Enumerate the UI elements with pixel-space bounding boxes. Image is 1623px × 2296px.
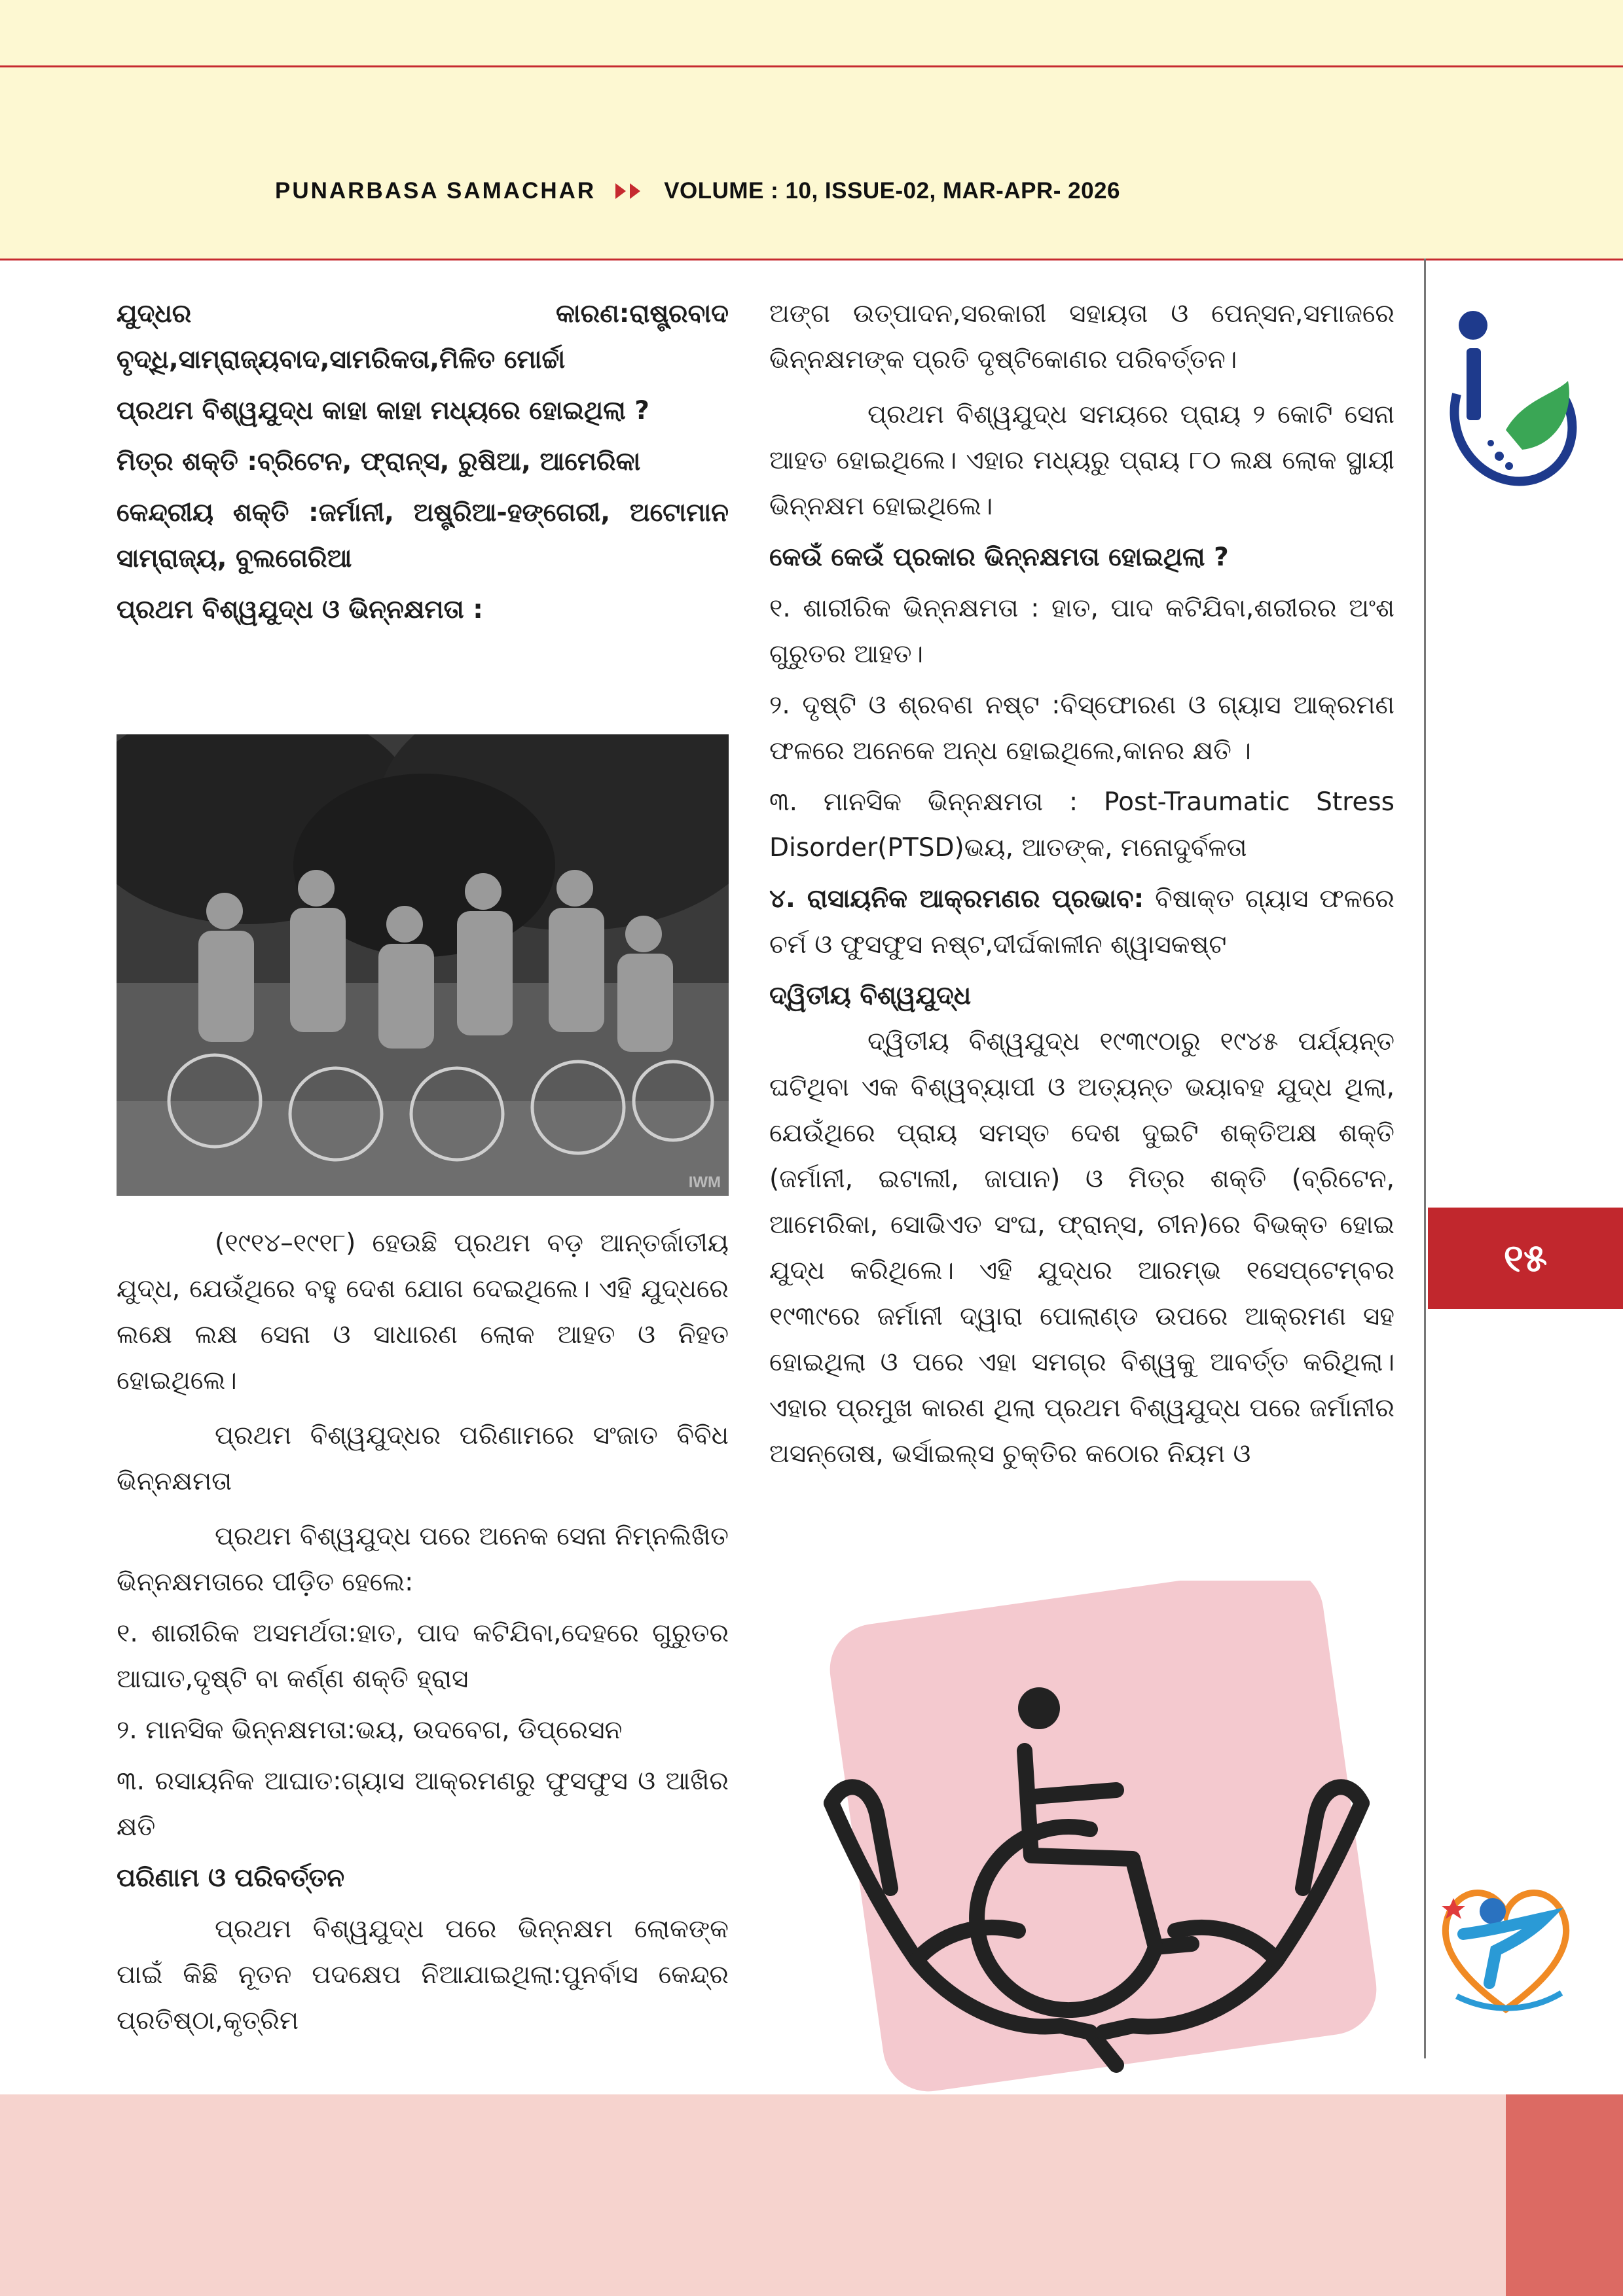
soldiers-suffered-paragraph: ପ୍ରଥମ ବିଶ୍ୱଯୁଦ୍ଧ ପରେ ଅନେକ ସେନା ନିମ୍ନଲିଖିତ ଭିନ୍ନକ୍ଷମତାରେ ପୀଡ଼ିତ ହେଲେ: [117,1522,729,1597]
ww2-paragraph: ଦ୍ୱିତୀୟ ବିଶ୍ୱଯୁଦ୍ଧ ୧୯୩୯ଠାରୁ ୧୯୪୫ ପର୍ଯ୍ୟନ୍ତ ଘଟିଥିବା ଏକ ବିଶ୍ୱବ୍ୟାପୀ ଓ ଅତ୍ୟନ୍ତ ଭୟାବହ ଯୁଦ୍ଧ ଥିଲା, ଯେଉଁଥିରେ ପ୍ରାୟ ସମସ୍ତ ଦେଶ ଦୁଇଟି ଶକ୍ତିଅକ୍ଷ ଶକ୍ତି (ଜର୍ମାନୀ, ଇଟାଲୀ, ଜାପାନ) ଓ ମିତ୍ର ଶକ୍ତି (ବ୍ରିଟେନ, ଆମେରିକା, ସୋଭିଏତ ସଂଘ, ଫ୍ରାନ୍ସ, ଚୀନ)ରେ ବିଭକ୍ତ ହୋଇ ଯୁଦ୍ଧ କରିଥିଲେ। ଏହି ଯୁଦ୍ଧର ଆରମ୍ଭ ୧ସେପ୍ଟେମ୍ବର ୧୯୩୯ରେ ଜର୍ମାନୀ ଦ୍ୱାରା ପୋଲାଣ୍ଡ ଉପରେ ଆକ୍ରମଣ ସହ ହୋଇଥିଲା ଓ ପରେ ଏହା ସମଗ୍ର ବିଶ୍ୱକୁ ଆବର୍ତ୍ତ କରିଥିଲା। ଏହାର ପ୍ରମୁଖ କାରଣ ଥିଲା ପ୍ରଥମ ବିଶ୍ୱଯୁଦ୍ଧ ପରେ ଜର୍ମାନୀର ଅସନ୍ତୋଷ, ଭର୍ସାଇଲ୍ସ ଚୁକ୍ତିର କଠୋର ନିୟମ ଓ [769,1027,1395,1469]
type-mental-ptsd: ୩. ମାନସିକ ଭିନ୍ନକ୍ଷମତା : Post-Traumatic Stress Disorder(PTSD)ଭୟ, ଆତଙ୍କ, ମନୋଦୁର୍ବଳତା [769,787,1395,863]
type-chemical-label: ୪. ରାସାୟନିକ ଆକ୍ରମଣର ପ୍ରଭାବ: [769,884,1144,914]
organization-logo-icon [1444,302,1581,499]
wellness-heart-logo-icon [1431,1872,1581,2029]
column-divider [1424,259,1426,2058]
left-column-bottom [117,1221,729,2044]
historic-photo-wounded-soldiers [117,734,729,1196]
journal-name: PUNARBASA SAMACHAR [275,178,596,204]
wheelchair-person-head [1018,1687,1060,1729]
question-disability-types: କେଉଁ କେଉଁ ପ୍ରକାର ଭିନ୍ନକ୍ଷମତା ହୋଇଥିଲା ? [769,543,1229,572]
list-item-chemical: ୩. ରସାୟନିକ ଆଘାତ:ଗ୍ୟାସ ଆକ୍ରମଣରୁ ଫୁସଫୁସ ଓ ଆଖିର କ୍ଷତି [117,1767,729,1842]
causes-line: ଯୁଦ୍ଧର କାରଣ:ରାଷ୍ଟ୍ରବାଦ ବୃଦ୍ଧି,ସାମ୍ରାଜ୍ୟବାଦ,ସାମରିକତା,ମିଳିତ ମୋର୍ଚ୍ଚା [117,299,729,374]
photo-credit: IWM [688,1174,721,1191]
type-chemical [769,876,1395,968]
section-heading-ww1-disability: ପ୍ରଥମ ବିଶ୍ୱଯୁଦ୍ଧ ଓ ଭିନ୍ନକ୍ଷମତା : [117,595,483,624]
list-item-mental: ୨. ମାନସିକ ଭିନ୍ନକ୍ଷମତା:ଭୟ, ଉଦବେଗ, ଡିପ୍ରେସନ [117,1715,623,1745]
ww1-disabilities-paragraph: ପ୍ରଥମ ବିଶ୍ୱଯୁଦ୍ଧର ପରିଣାମରେ ସଂଜାତ ବିବିଧ ଭିନ୍ନକ୍ଷମତା [117,1421,729,1496]
question-participants: ପ୍ରଥମ ବିଶ୍ୱଯୁଦ୍ଧ କାହା କାହା ମଧ୍ୟରେ ହୋଇଥିଲା ? [117,396,649,425]
header-bottom-rule [0,259,1623,260]
casualties-paragraph: ପ୍ରଥମ ବିଶ୍ୱଯୁଦ୍ଧ ସମୟରେ ପ୍ରାୟ ୨ କୋଟି ସେନା ଆହତ ହୋଇଥିଲେ। ଏହାର ମଧ୍ୟରୁ ପ୍ରାୟ ୮୦ ଲକ୍ଷ ଲୋକ ସ୍ଥାୟୀ ଭିନ୍ନକ୍ଷମ ହୋଇଥିଲେ। [769,400,1395,521]
ww1-intro-paragraph: (୧୯୧୪–୧୯୧୮) ହେଉଛି ପ୍ରଥମ ବଡ଼ ଆନ୍ତର୍ଜାତୀୟ ଯୁଦ୍ଧ, ଯେଉଁଥିରେ ବହୁ ଦେଶ ଯୋଗ ଦେଇଥିଲେ। ଏହି ଯୁଦ୍ଧରେ ଲକ୍ଷେ ଲକ୍ଷ ସେନା ଓ ସାଧାରଣ ଲୋକ ଆହତ ଓ ନିହତ ହୋଇଥିଲେ। [117,1229,729,1395]
page-number-tab: ୧୫ [1428,1208,1623,1309]
type-vision-hearing: ୨. ଦୃଷ୍ଟି ଓ ଶ୍ରବଣ ନଷ୍ଟ :ବିସ୍ଫୋରଣ ଓ ଗ୍ୟାସ ଆକ୍ରମଣ ଫଳରେ ଅନେକେ ଅନ୍ଧ ହୋଇଥିଲେ,କାନର କ୍ଷତି । [769,691,1395,766]
type-physical: ୧. ଶାରୀରିକ ଭିନ୍ନକ୍ଷମତା : ହାତ, ପାଦ କଟିଯିବା,ଶରୀରର ଅଂଶ ଗୁରୁତର ଆହତ। [769,594,1395,669]
header-band [0,0,1623,259]
section-heading-ww2: ଦ୍ୱିତୀୟ ବିଶ୍ୱଯୁଦ୍ଧ [769,981,972,1011]
running-header [275,171,1120,211]
left-column-top [117,291,729,633]
hands-wheelchair-illustration [809,1581,1385,2104]
header-top-rule [0,65,1623,67]
soldiers-photo-graphic [117,734,729,1196]
results-paragraph: ପ୍ରଥମ ବିଶ୍ୱଯୁଦ୍ଧ ପରେ ଭିନ୍ନକ୍ଷମ ଲୋକଙ୍କ ପାଇଁ କିଛି ନୂତନ ପଦକ୍ଷେପ ନିଆଯାଇଥିଲା:ପୁନର୍ବାସ କେନ୍ଦ୍ର ପ୍ରତିଷ୍ଠା,କୃତ୍ରିମ [117,1914,729,2036]
volume-issue: VOLUME : 10, ISSUE-02, MAR-APR- 2026 [664,178,1120,204]
section-heading-results: ପରିଣାମ ଓ ପରିବର୍ତ୍ତନ [117,1863,345,1893]
footer-accent-block [1506,2094,1623,2296]
allied-powers: ମିତ୍ର ଶକ୍ତି :ବ୍ରିଟେନ, ଫ୍ରାନ୍ସ, ରୁଷିଆ, ଆମେରିକା [117,447,641,476]
right-column [769,291,1395,1477]
central-powers: କେନ୍ଦ୍ରୀୟ ଶକ୍ତି :ଜର୍ମାନୀ, ଅଷ୍ଟ୍ରିଆ-ହଙ୍ଗେରୀ, ଅଟୋମାନ ସାମ୍ରାଜ୍ୟ, ବୁଲଗେରିଆ [117,498,729,573]
type-chemical-text: ବିଷାକ୍ତ ଗ୍ୟାସ ଫଳରେ ଚର୍ମ ଓ ଫୁସଫୁସ ନଷ୍ଟ,ଦୀର୍ଘକାଳୀନ ଶ୍ୱାସକଷ୍ଟ [769,884,1395,960]
double-arrow-icon [615,183,640,199]
footer-band [0,2094,1623,2296]
list-item-physical: ୧. ଶାରୀରିକ ଅସମର୍ଥତା:ହାତ, ପାଦ କଟିଯିବା,ଦେହରେ ଗୁରୁତର ଆଘାତ,ଦୃଷ୍ଟି ବା କର୍ଣ୍ଣ ଶକ୍ତି ହ୍ରାସ [117,1619,729,1694]
rehab-continuation-paragraph: ଅଙ୍ଗ ଉତ୍ପାଦନ,ସରକାରୀ ସହାୟତା ଓ ପେନ୍ସନ,ସମାଜରେ ଭିନ୍ନକ୍ଷମଙ୍କ ପ୍ରତି ଦୃଷ୍ଟିକୋଣର ପରିବର୍ତ୍ତନ। [769,299,1395,374]
